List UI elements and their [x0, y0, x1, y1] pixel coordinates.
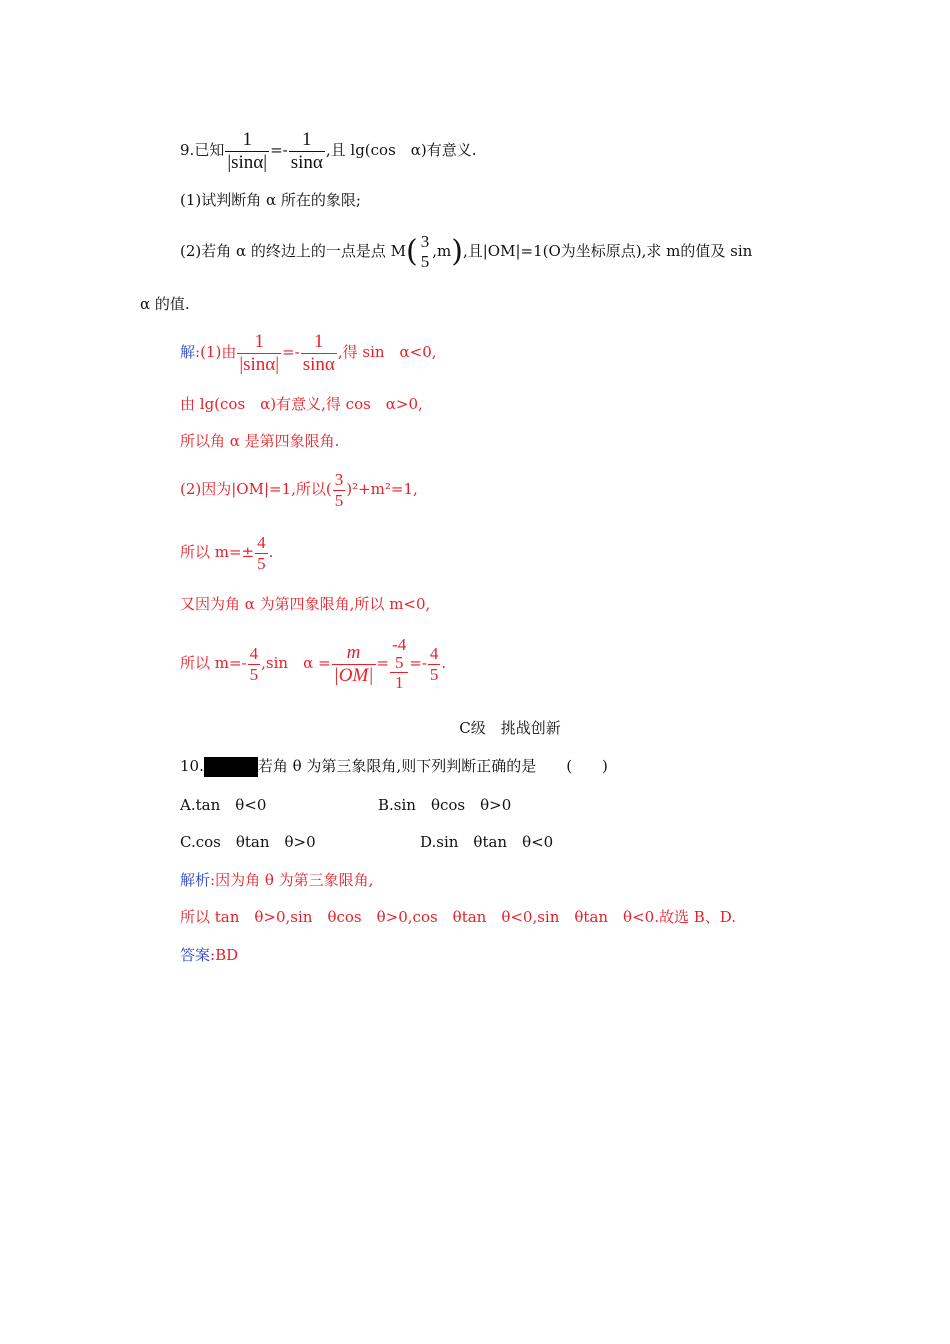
q9-known: 已知 [194, 141, 225, 159]
q9-part2-cont: α 的值. [140, 295, 190, 313]
sol9-line3: 所以角 α 是第四象限角. [180, 432, 340, 450]
sol9-line7: 所以 m=- $\frac{4}{5}$ ,sin α = $\frac{m}{|OM|}$ = -4 5 1 =- $\frac{4}{5}$ . [180, 634, 447, 692]
q9-part1: (1)试判断角 α 所在的象限; [180, 191, 361, 209]
sol10-label: 解析 [180, 871, 211, 889]
sol9-label: 解 [180, 343, 196, 361]
q9-fraction-left: $\frac{1}{|\sin\alpha|}$ [227, 128, 268, 173]
sol10-line1: 解析:因为角 θ 为第三象限角, [180, 871, 374, 889]
q9-fraction-right: $\frac{1}{\sin\alpha}$ [290, 128, 323, 173]
q9-part2: (2)若角 α 的终边上的一点是点 M( 3 5 ,m),且|OM|=1(O为坐标原点),求 m的值及 sin [180, 232, 753, 271]
q10-option-a: A.tan θ<0 [180, 796, 267, 814]
sol9-line2: 由 lg(cos α)有意义,得 cos α>0, [180, 395, 423, 413]
sol9-line6: 又因为角 α 为第四象限角,所以 m<0, [180, 595, 431, 613]
sol9-line1: 解:(1)由 $\frac{1}{|\sin\alpha|}$ =- $\frac{1}{\sin\alpha}$ ,得 sin α<0, [180, 330, 437, 375]
sol9-line4: (2)因为|OM|=1,所以( $\frac{3}{5}$ )²+m²=1, [180, 469, 418, 510]
q10-option-b: B.sin θcos θ>0 [378, 796, 512, 814]
q9-tail: ,且 lg(cos α)有意义. [325, 141, 477, 159]
q10-stem: 10. 若角 θ 为第三象限角,则下列判断正确的是 ( ) [180, 757, 608, 775]
q9-stem [180, 128, 477, 174]
section-c-heading: C级 挑战创新 [459, 719, 561, 737]
sol10-line2: 所以 tan θ>0,sin θcos θ>0,cos θtan θ<0,sin θtan θ<0.故选 B、D. [180, 908, 737, 926]
q9-number: 9. [180, 141, 195, 159]
redacted-tag [204, 757, 258, 777]
q9-point-fraction: 3 5 [420, 232, 430, 271]
q9-equals: =- [270, 141, 288, 159]
answer-label: 答案 [180, 946, 211, 964]
sol9-line5: 所以 m=± $\frac{4}{5}$ . [180, 532, 274, 573]
q10-option-d: D.sin θtan θ<0 [420, 833, 554, 851]
sol10-answer: 答案:BD [180, 946, 239, 964]
q10-option-c: C.cos θtan θ>0 [180, 833, 316, 851]
